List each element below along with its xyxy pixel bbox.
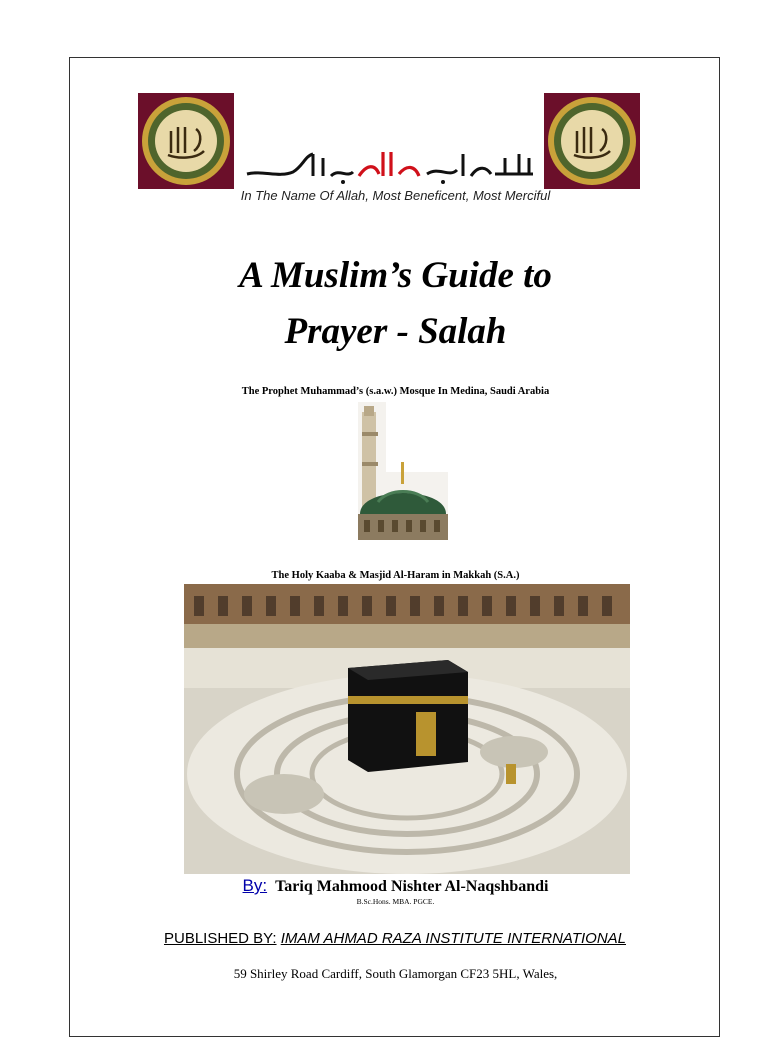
publisher-address: 59 Shirley Road Cardiff, South Glamorgan CF23 5HL, Wales, — [233, 966, 558, 981]
title-line-2: Prayer - Salah — [284, 311, 507, 352]
publisher-block — [150, 930, 640, 947]
title-line-1: A Muslim’s Guide to — [239, 255, 552, 296]
kaaba-caption: The Holy Kaaba & Masjid Al-Haram in Makkah (S.A.) — [271, 570, 520, 581]
page-title — [70, 248, 721, 360]
basmala-calligraphy — [243, 144, 538, 188]
mosque-image — [358, 402, 448, 540]
by-label: By: — [242, 876, 268, 895]
basmala-caption: In The Name Of Allah, Most Beneficent, Most Merciful — [240, 188, 551, 203]
mosque-caption: The Prophet Muhammad’s (s.a.w.) Mosque In Medina, Saudi Arabia — [241, 386, 550, 397]
author-line — [70, 876, 721, 896]
publisher-name: IMAM AHMAD RAZA INSTITUTE INTERNATIONAL — [280, 930, 626, 947]
author-credentials: B.Sc.Hons. MBA. PGCE. — [356, 897, 435, 906]
author-name: Tariq Mahmood Nishter Al-Naqshbandi — [275, 878, 549, 895]
kaaba-image — [184, 584, 630, 874]
allah-medallion-left — [138, 93, 234, 189]
allah-medallion-right — [544, 93, 640, 189]
published-by-label: PUBLISHED BY: — [163, 930, 277, 947]
